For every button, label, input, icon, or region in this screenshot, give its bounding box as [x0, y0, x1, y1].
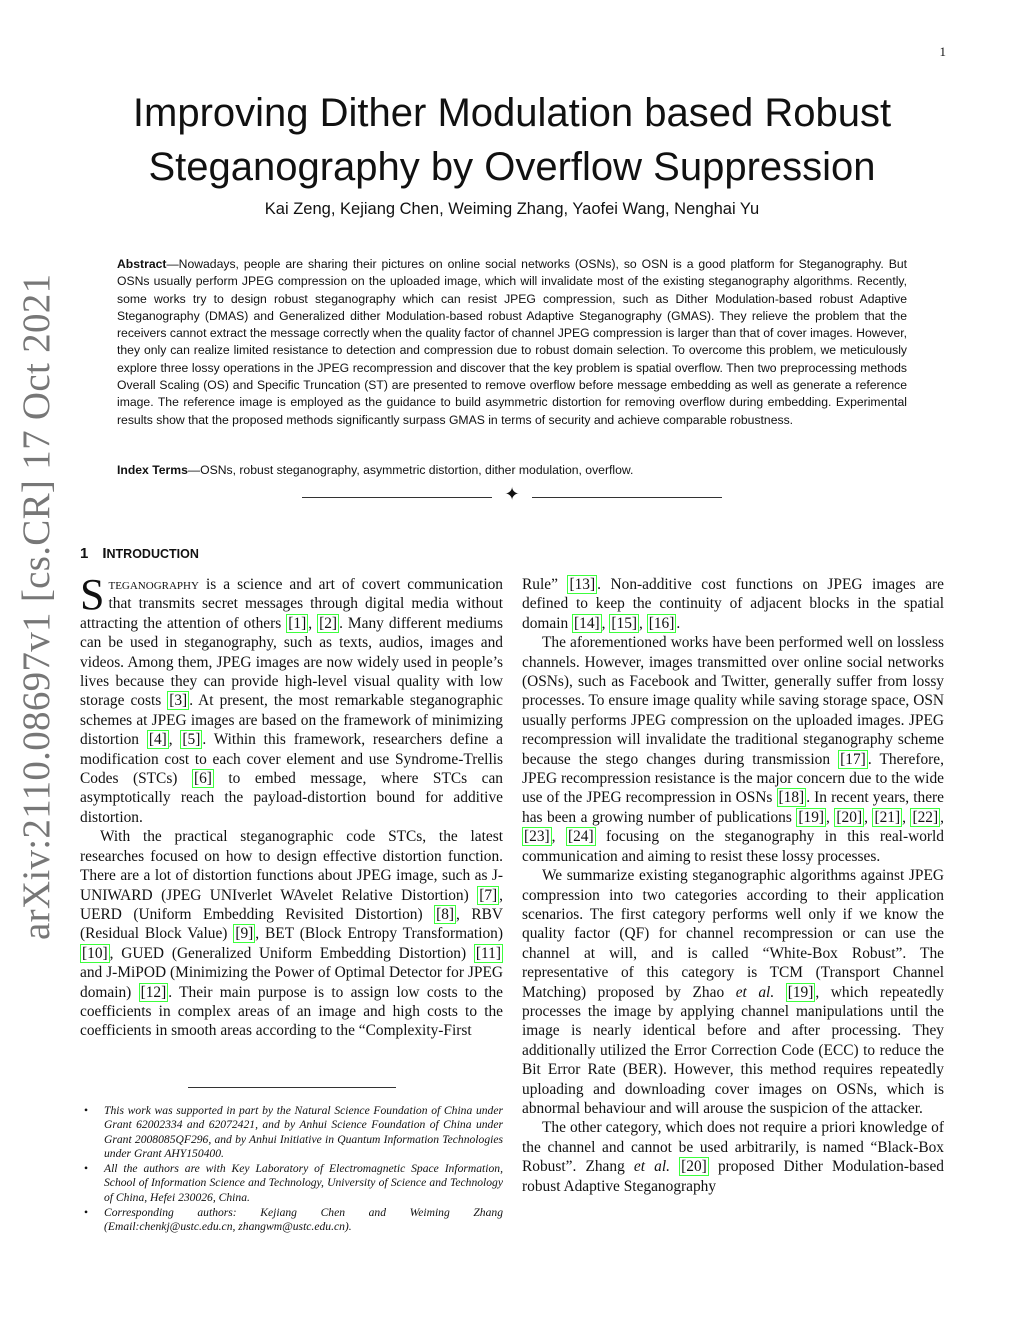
text: The aforementioned works have been performed well on lossless channels. However, images transmitted over online social networks (OSNs), such as Facebook and Twitter, generally suffer from lossy processes. To ensure image quality while saving storage space, OSN usually performs JPEG compression on the uploaded images. JPEG recompression will invalidate the traditional steganography scheme because the stego changes during transmission	[522, 634, 944, 768]
text: . Within this framework, researchers define a modification cost to each cover element and use Syndrome-Trellis Codes (STCs)	[80, 731, 503, 788]
arxiv-stamp: arXiv:2110.08697v1 [cs.CR] 17 Oct 2021	[15, 273, 58, 940]
index-terms-label: Index Terms	[117, 463, 188, 477]
text: With the practical steganographic code STCs, the latest researches focused on how to design effective distortion function. There are a lot of distortion functions about JPEG image, such as J-UNIWARD (JPEG UNIverlet WAvelet Relative Distortion)	[80, 828, 503, 904]
text	[670, 1158, 679, 1175]
text: ,	[864, 808, 873, 826]
text: is a science and art of covert communication that transmits secret messages through digital media without attracting the attention of others	[80, 576, 503, 632]
text: ,	[940, 808, 944, 826]
text: proposed Dither Modulation-based robust Adaptive Steganography	[522, 1158, 944, 1195]
text: , RBV (Residual Block Value)	[80, 905, 504, 943]
citation-link[interactable]: [21]	[874, 808, 901, 826]
right-column	[522, 575, 944, 1196]
citation-link[interactable]: [16]	[648, 614, 675, 632]
text: . Non-additive cost functions on JPEG images are defined to keep the continuity of adjacent blocks in the spatial domain	[522, 576, 944, 632]
text: ,	[902, 808, 911, 826]
text: . Many different mediums can be used in steganography, such as texts, audios, images and videos. Among them, JPEG images are now widely used in people’s lives because they can provide high-level visual quality with low storage costs	[80, 614, 503, 710]
footnote-item: • This work was supported in part by the Natural Science Foundation of China under Grant 62002334 and 62072421, and by Anhui Science Foundation of China under Grant 2008085QF296, and by Anhui Initiative in Quantum Information Technologies under Grant AHY150400.	[80, 1104, 503, 1161]
abstract-label: Abstract	[117, 257, 167, 271]
left-column	[80, 570, 504, 1041]
text: ,	[168, 731, 181, 749]
citation-link[interactable]: [24]	[567, 828, 594, 846]
abstract	[117, 256, 907, 429]
footnote-rule	[188, 1087, 396, 1088]
index-terms-text: —OSNs, robust steganography, asymmetric distortion, dither modulation, overflow.	[187, 463, 634, 477]
paragraph	[522, 633, 944, 866]
citation-link[interactable]: [13]	[569, 576, 596, 593]
text: . Therefore, JPEG recompression resistance is the major concern due to the wide use of the JPEG recompression in OSNs	[522, 750, 944, 807]
paragraph	[522, 1118, 944, 1196]
smallcaps-lead: teganography	[108, 576, 199, 593]
citation-link[interactable]: [1]	[288, 614, 307, 632]
citation-link[interactable]: [22]	[912, 808, 939, 826]
citation-link[interactable]: [20]	[836, 808, 863, 826]
citation-link[interactable]: [12]	[140, 983, 167, 1001]
citation-link[interactable]: [19]	[798, 808, 825, 826]
paragraph	[522, 575, 944, 633]
citation-link[interactable]: [2]	[319, 614, 338, 632]
text: et al.	[633, 1158, 670, 1176]
citation-link[interactable]: [11]	[475, 944, 501, 962]
text: ,	[826, 808, 835, 826]
text: , BET (Block Entropy Transformation)	[255, 925, 503, 943]
drop-cap: S	[80, 570, 105, 619]
page-number: 1	[939, 44, 946, 59]
text: . Their main purpose is to assign low costs to the coefficients in complex areas of an image and high costs to the coefficients in smooth areas according to the “Complexity-First	[80, 983, 503, 1040]
footnote-item: • Corresponding authors: Kejiang Chen and Weiming Zhang (Email:chenkj@ustc.edu.cn, zhangwm@ustc.edu.cn).	[80, 1206, 503, 1235]
divider-line-left	[302, 497, 492, 498]
title-line-2: Steganography by Overflow Suppression	[148, 145, 876, 189]
citation-link[interactable]: [3]	[169, 692, 188, 710]
section-title-initial: I	[102, 545, 107, 562]
section-heading	[80, 545, 199, 562]
citation-link[interactable]: [18]	[778, 789, 805, 807]
citation-link[interactable]: [17]	[840, 750, 866, 768]
text: ,	[639, 614, 647, 632]
paragraph	[80, 827, 503, 1040]
section-title-rest: NTRODUCTION	[106, 547, 199, 561]
paragraph	[80, 570, 503, 827]
text: . In recent years, there has been a growing number of publications	[522, 789, 944, 826]
divider-star-icon: ✦	[504, 484, 520, 505]
paragraph	[522, 866, 944, 1118]
text	[774, 984, 786, 1001]
footnotes	[80, 1104, 503, 1236]
text: ,	[601, 614, 610, 632]
abstract-text: —Nowadays, people are sharing their pictures on online social networks (OSNs), so OSN is a good platform for Steganography. But OSNs usually perform JPEG compression on the uploaded image, which will invalidate most of the existing steganography algorithms. Recently, some works try to design robust steganography which can resist JPEG compression, such as Dither Modulation-based robust Adaptive Steganography (DMAS) and Generalized dither Modulation-based robust Adaptive Steganography (GMAS). They relieve the problem that the receivers cannot extract the message correctly when the quality factor of channel JPEG compression is larger than that of cover images. However, they only can realize limited resistance to detection and compression due to robust domain selection. To overcome this problem, we meticulously explore three lossy operations in the JPEG recompression and discover that the key problem is spatial overflow. Then two preprocessing methods Overall Scaling (OS) and Specific Truncation (ST) are presented to remove overflow before message embedding as well as generate a reference image. The reference image is employed as the guidance to build asymmetric distortion for removing overflow during embedding. Experimental results show that the proposed methods significantly surpass GMAS in terms of security and achieve comparable robustness.	[117, 257, 907, 427]
text: and J-MiPOD (Minimizing the Power of Optimal Detector for JPEG domain)	[80, 964, 503, 1001]
citation-link[interactable]: [20]	[681, 1158, 707, 1176]
footnote-item: • All the authors are with Key Laboratory of Electromagnetic Space Information, School of Information Science and Technology, University of Science and Technology of China, Hefei 230026, China.	[80, 1162, 503, 1205]
section-number: 1	[80, 545, 89, 562]
text: Rule”	[522, 576, 568, 593]
citation-link[interactable]: [8]	[436, 905, 455, 923]
text: to embed message, where STCs can asymptotically reach the payload-distortion bound for additive distortion.	[80, 770, 503, 826]
divider-line-right	[532, 497, 722, 498]
citation-link[interactable]: [7]	[479, 886, 498, 904]
author-list: Kai Zeng, Kejiang Chen, Weiming Zhang, Yaofei Wang, Nenghai Yu	[264, 200, 760, 218]
index-terms	[117, 463, 907, 477]
citation-link[interactable]: [14]	[574, 614, 600, 632]
text: , GUED (Generalized Uniform Embedding Distortion)	[109, 944, 474, 962]
text: et al.	[735, 983, 775, 1001]
section-divider	[302, 484, 722, 508]
text: , which repeatedly processes the image by applying channel manipulations until the image is nearly identical before and after processing. They additionally utilized the Error Correction Code (ECC) to reduce the Bit Error Rate (BER). However, this method requires repeatedly uploading and downloading cover images on OSNs, which is abnormal behaviour and will arouse the suspicion of the attacker.	[522, 983, 944, 1117]
citation-link[interactable]: [9]	[235, 925, 254, 943]
text: The other category, which does not require a priori knowledge of the channel and cannot be used arbitrarily, is named “Black-Box Robust”. Zhang	[522, 1119, 944, 1176]
citation-link[interactable]: [5]	[182, 731, 201, 749]
citation-link[interactable]: [19]	[787, 983, 814, 1001]
text: , UERD (Uniform Embedding Revisited Distortion)	[80, 886, 503, 923]
paper-title	[100, 86, 924, 194]
citation-link[interactable]: [4]	[148, 731, 167, 749]
text: . At present, the most remarkable steganographic schemes at JPEG images are based on the framework of minimizing distortion	[80, 692, 503, 749]
text: focusing on the steganography in this real-world communication and aiming to resist these lossy processes.	[522, 828, 944, 865]
text: ,	[551, 828, 566, 846]
citation-link[interactable]: [6]	[193, 770, 212, 788]
citation-link[interactable]: [23]	[524, 828, 550, 846]
text: ,	[308, 614, 318, 632]
text: We summarize existing steganographic algorithms against JPEG compression into two categories according to their application scenarios. The first category performs well only if we know the quality factor (QF) for channel recompression or can use the channel at will, and is called “White-Box Robust”. The representative of this category is TCM (Transport Channel Matching) proposed by Zhao	[522, 867, 944, 1001]
title-line-1: Improving Dither Modulation based Robust	[132, 91, 892, 135]
text: .	[676, 614, 681, 632]
citation-link[interactable]: [15]	[611, 614, 638, 632]
citation-link[interactable]: [10]	[82, 944, 108, 962]
